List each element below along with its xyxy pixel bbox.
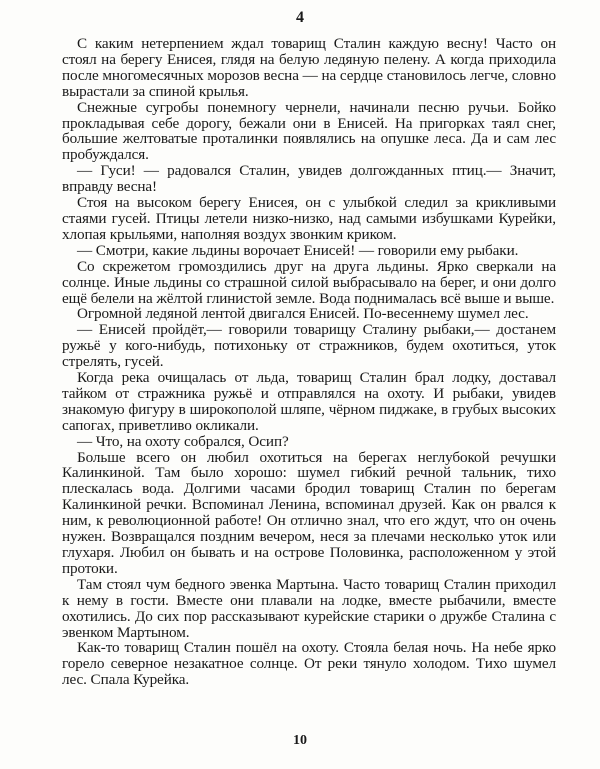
- paragraph: — Гуси! — радовался Сталин, увидев долгожданных птиц.— Значит, вправду весна!: [62, 162, 556, 196]
- paragraph: С каким нетерпением ждал товарищ Сталин каждую весну! Часто он стоял на берегу Енисея, глядя на белую ледяную пелену. А когда приходила после многомесячных морозов весна — на сердце становилось легче, словно вырастали за спиной крылья.: [62, 35, 556, 100]
- body-text: [62, 36, 556, 688]
- section-number: 4: [296, 9, 304, 26]
- page-number: 10: [293, 733, 307, 748]
- paragraph: Со скрежетом громоздились друг на друга льдины. Ярко сверкали на солнце. Иные льдины со страшной силой выбрасывало на берег, и они долго ещё белели на жёлтой глинистой земле. Вода поднималась всё выше и выше.: [62, 257, 556, 307]
- paragraph: Как-то товарищ Сталин пошёл на охоту. Стояла белая ночь. На небе ярко горело северное незакатное солнце. От реки тянуло холодом. Тихо шумел лес. Спала Курейка.: [62, 639, 556, 689]
- paragraph: Огромной ледяной лентой двигался Енисей. По-весеннему шумел лес.: [77, 305, 529, 323]
- paragraph: — Что, на охоту собрался, Осип?: [77, 432, 289, 450]
- paragraph: — Енисей пройдёт,— говорили товарищу Сталину рыбаки,— достанем ружьё у кого-нибудь, потихоньку от стражников, будем охотиться, уток стрелять, гусей.: [62, 321, 556, 371]
- paragraph: Снежные сугробы понемногу чернели, начинали песню ручьи. Бойко прокладывая себе дорогу, бежали они в Енисей. На пригорках таял снег, большие желтоватые проталинки появлялись на опушке леса. Да и сам лес пробуждался.: [62, 98, 556, 164]
- paragraph: Стоя на высоком берегу Енисея, он с улыбкой следил за крикливыми стаями гусей. Птицы летели низко-низко, над самыми избушками Курейки, хлопая крыльями, наполняя воздух звонким криком.: [62, 194, 556, 243]
- paragraph: — Смотри, какие льдины ворочает Енисей! — говорили ему рыбаки.: [77, 241, 519, 259]
- paragraph: Там стоял чум бедного эвенка Мартына. Часто товарищ Сталин приходил к нему в гости. Вместе они плавали на лодке, вместе рыбачили, вместе охотились. До сих пор рассказывают курейские старики о дружбе Сталина с эвенком Мартыном.: [62, 575, 556, 641]
- paragraph: Когда река очищалась от льда, товарищ Сталин брал лодку, доставал тайком от стражника ружьё и отправлялся на охоту. И рыбаки, увидев знакомую фигуру в широкополой шляпе, чёрном пиджаке, в грубых высоких сапогах, приветливо окликали.: [62, 369, 556, 434]
- paragraph: Больше всего он любил охотиться на берегах неглубокой речушки Калинкиной. Там было хорошо: шумел гибкий речной тальник, тихо плескалась вода. Долгими часами бродил товарищ Сталин по берегам Калинкиной речки. Вспоминал Ленина, вспоминал друзей. Как он рвался к ним, к революционной работе! Он отлично знал, что его ждут, что он очень нужен. Возвращался поздним вечером, неся за плечами несколько уток или глухаря. Любил он бывать и на острове Половинка, расположенном у этой протоки.: [62, 448, 556, 577]
